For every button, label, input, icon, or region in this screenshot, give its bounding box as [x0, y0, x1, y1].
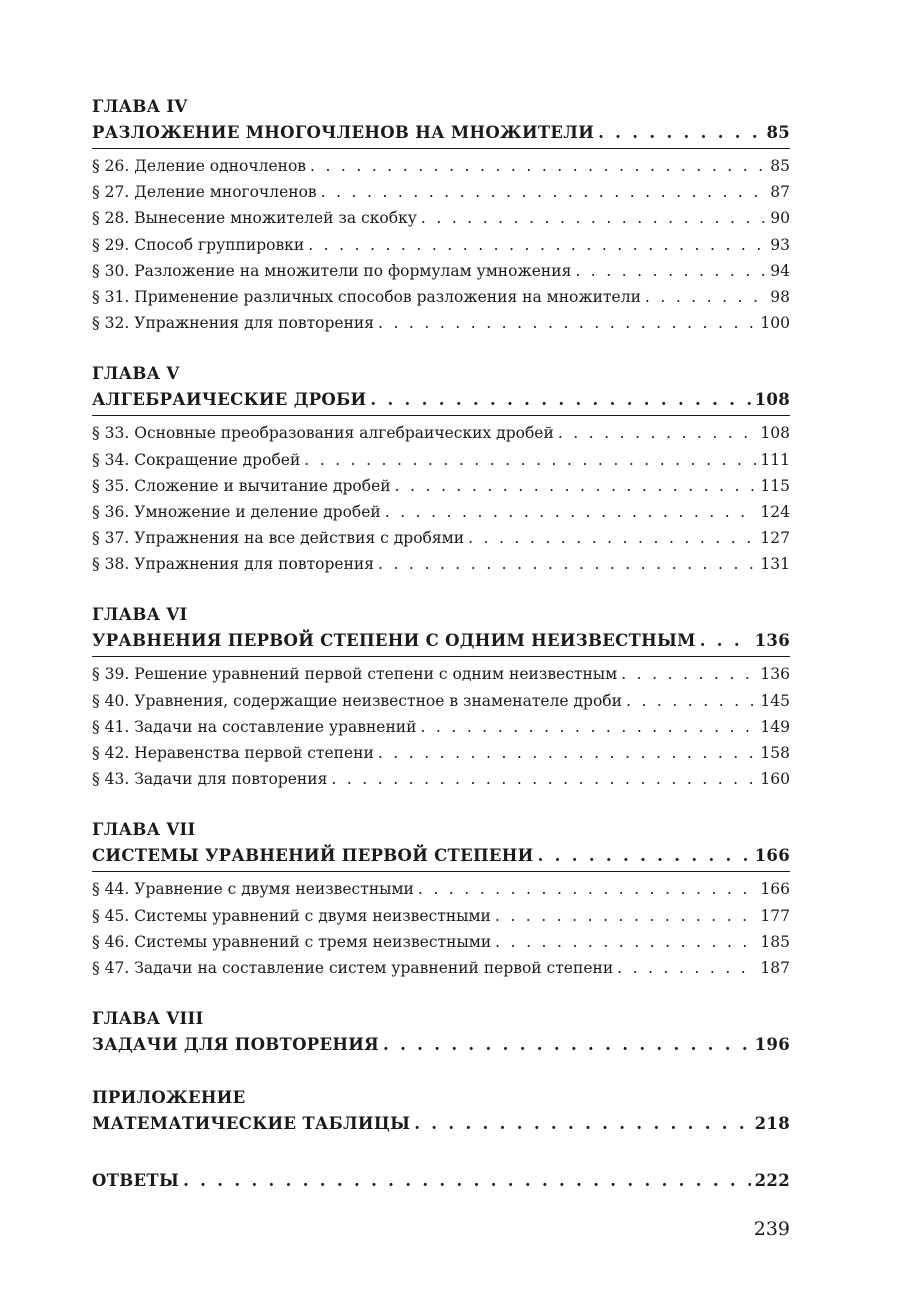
- table-of-contents: [92, 96, 790, 1223]
- section-title: § 34. Сокращение дробей: [92, 450, 301, 469]
- chapter-label: ГЛАВА VIII: [92, 1009, 204, 1029]
- section-title: § 39. Решение уравнений первой степени с одним неизвестным: [92, 665, 618, 684]
- chapter-label: ГЛАВА V: [92, 364, 180, 384]
- page-ref: 85: [766, 123, 790, 142]
- page-ref: 187: [760, 958, 790, 977]
- section-row[interactable]: [92, 929, 790, 955]
- section-row[interactable]: [92, 955, 790, 981]
- page-ref: 111: [760, 450, 790, 469]
- section-row[interactable]: [92, 284, 790, 310]
- chapter-8: [92, 1008, 790, 1060]
- leader-dots: [308, 232, 766, 258]
- chapter-title: ЗАДАЧИ ДЛЯ ПОВТОРЕНИЯ: [92, 1035, 379, 1055]
- leader-dots: [310, 153, 766, 179]
- section-title: § 45. Системы уравнений с двумя неизвестными: [92, 906, 491, 925]
- chapter-4: [92, 96, 790, 336]
- page-ref: 149: [760, 717, 790, 736]
- page-ref: 222: [754, 1171, 790, 1191]
- chapter-7: [92, 819, 790, 981]
- page-ref: 115: [760, 476, 790, 495]
- page-ref: 166: [754, 846, 790, 866]
- page-ref: 127: [760, 529, 790, 548]
- section-title: § 27. Деление многочленов: [92, 183, 317, 202]
- section-title: § 36. Умножение и деление дробей: [92, 502, 381, 521]
- appendix-title-row[interactable]: [92, 1109, 790, 1139]
- leader-dots: [414, 1109, 750, 1139]
- page-number: 239: [753, 1218, 790, 1240]
- leader-dots: [370, 385, 750, 415]
- answers: [92, 1166, 790, 1196]
- leader-dots: [645, 284, 766, 310]
- section-row[interactable]: [92, 420, 790, 446]
- leader-dots: [575, 258, 766, 284]
- section-row[interactable]: [92, 447, 790, 473]
- page-ref: 108: [754, 390, 790, 410]
- leader-dots: [420, 714, 756, 740]
- section-title: § 35. Сложение и вычитание дробей: [92, 476, 391, 495]
- page-ref: 145: [760, 691, 790, 710]
- page-ref: 94: [770, 261, 790, 280]
- page-ref: 185: [760, 932, 790, 951]
- section-title: § 26. Деление одночленов: [92, 157, 307, 175]
- section-title: § 31. Применение различных способов разложения на множители: [92, 287, 641, 306]
- section-row[interactable]: [92, 310, 790, 336]
- chapter-title: РАЗЛОЖЕНИЕ МНОГОЧЛЕНОВ НА МНОЖИТЕЛИ: [92, 123, 595, 142]
- section-title: § 42. Неравенства первой степени: [92, 744, 374, 762]
- leader-dots: [617, 955, 756, 981]
- section-title: § 44. Уравнение с двумя неизвестными: [92, 880, 414, 899]
- section-title: § 43. Задачи для повторения: [92, 770, 328, 789]
- page-ref: 98: [770, 287, 790, 306]
- section-title: § 33. Основные преобразования алгебраических дробей: [92, 424, 554, 443]
- page-ref: 166: [760, 880, 790, 899]
- section-title: § 41. Задачи на составление уравнений: [92, 717, 417, 736]
- leader-dots: [621, 661, 756, 687]
- leader-dots: [495, 903, 757, 929]
- section-row[interactable]: [92, 205, 790, 231]
- leader-dots: [385, 499, 757, 525]
- section-row[interactable]: [92, 876, 790, 902]
- chapter-title: УРАВНЕНИЯ ПЕРВОЙ СТЕПЕНИ С ОДНИМ НЕИЗВЕСТНЫМ: [92, 631, 696, 651]
- page-ref: 87: [770, 183, 790, 202]
- section-row[interactable]: [92, 232, 790, 258]
- section-title: § 28. Вынесение множителей за скобку: [92, 209, 417, 228]
- appendix-title: МАТЕМАТИЧЕСКИЕ ТАБЛИЦЫ: [92, 1114, 411, 1134]
- section-title: § 32. Упражнения для повторения: [92, 314, 375, 333]
- leader-dots: [383, 1030, 751, 1060]
- leader-dots: [183, 1166, 751, 1196]
- page-ref: 85: [770, 157, 790, 175]
- page-ref: 160: [760, 770, 790, 789]
- leader-dots: [495, 929, 756, 955]
- chapter-title-row[interactable]: [92, 1030, 790, 1060]
- section-row[interactable]: [92, 903, 790, 929]
- section-row[interactable]: [92, 766, 790, 792]
- chapter-title-row[interactable]: [92, 841, 790, 872]
- page-ref: 131: [760, 555, 790, 574]
- appendix: [92, 1087, 790, 1139]
- section-row[interactable]: [92, 473, 790, 499]
- chapter-title-row[interactable]: [92, 118, 790, 149]
- leader-dots: [421, 205, 766, 231]
- chapter-6: [92, 604, 790, 792]
- leader-dots: [395, 473, 757, 499]
- answers-title-row[interactable]: [92, 1166, 790, 1196]
- section-title: § 40. Уравнения, содержащие неизвестное в знаменателе дроби: [92, 691, 622, 710]
- chapter-label: ГЛАВА IV: [92, 97, 188, 116]
- leader-dots: [626, 688, 756, 714]
- section-row[interactable]: [92, 714, 790, 740]
- section-row[interactable]: [92, 740, 790, 766]
- section-row[interactable]: [92, 688, 790, 714]
- leader-dots: [538, 841, 751, 871]
- chapter-title: СИСТЕМЫ УРАВНЕНИЙ ПЕРВОЙ СТЕПЕНИ: [92, 846, 534, 866]
- section-title: § 46. Системы уравнений с тремя неизвестными: [92, 932, 492, 951]
- section-row[interactable]: [92, 179, 790, 205]
- leader-dots: [468, 525, 756, 551]
- answers-title: ОТВЕТЫ: [92, 1171, 180, 1191]
- chapter-label: ГЛАВА VII: [92, 820, 196, 840]
- leader-dots: [558, 420, 757, 446]
- page-ref: 177: [760, 906, 790, 925]
- section-title: § 30. Разложение на множители по формулам умножения: [92, 261, 572, 280]
- leader-dots: [700, 626, 751, 656]
- page-ref: 136: [760, 665, 790, 684]
- section-row[interactable]: [92, 551, 790, 577]
- page-ref: 158: [760, 744, 790, 762]
- page-ref: 93: [770, 235, 790, 254]
- page-ref: 108: [760, 424, 790, 443]
- chapter-label: ГЛАВА VI: [92, 605, 188, 625]
- section-title: § 37. Упражнения на все действия с дробями: [92, 529, 465, 548]
- page-ref: 124: [760, 502, 790, 521]
- section-title: § 47. Задачи на составление систем уравнений первой степени: [92, 958, 614, 977]
- section-row[interactable]: [92, 525, 790, 551]
- page-ref: 90: [770, 209, 790, 228]
- leader-dots: [321, 179, 767, 205]
- leader-dots: [378, 310, 756, 336]
- chapter-title-row[interactable]: [92, 385, 790, 416]
- section-title: § 29. Способ группировки: [92, 235, 305, 254]
- section-row[interactable]: [92, 661, 790, 687]
- page-ref: 218: [754, 1114, 790, 1134]
- leader-dots: [304, 447, 756, 473]
- section-row[interactable]: [92, 499, 790, 525]
- leader-dots: [331, 766, 756, 792]
- chapter-5: [92, 363, 790, 577]
- section-row[interactable]: [92, 258, 790, 284]
- chapter-title: АЛГЕБРАИЧЕСКИЕ ДРОБИ: [92, 390, 367, 410]
- leader-dots: [378, 740, 757, 766]
- page-ref: 100: [760, 314, 790, 333]
- appendix-label: ПРИЛОЖЕНИЕ: [92, 1088, 246, 1108]
- page-ref: 196: [754, 1035, 790, 1055]
- section-title: § 38. Упражнения для повторения: [92, 555, 375, 574]
- leader-dots: [598, 118, 762, 148]
- leader-dots: [378, 551, 756, 577]
- chapter-title-row[interactable]: [92, 626, 790, 657]
- page-ref: 136: [754, 631, 790, 651]
- section-row[interactable]: [92, 153, 790, 179]
- leader-dots: [418, 876, 757, 902]
